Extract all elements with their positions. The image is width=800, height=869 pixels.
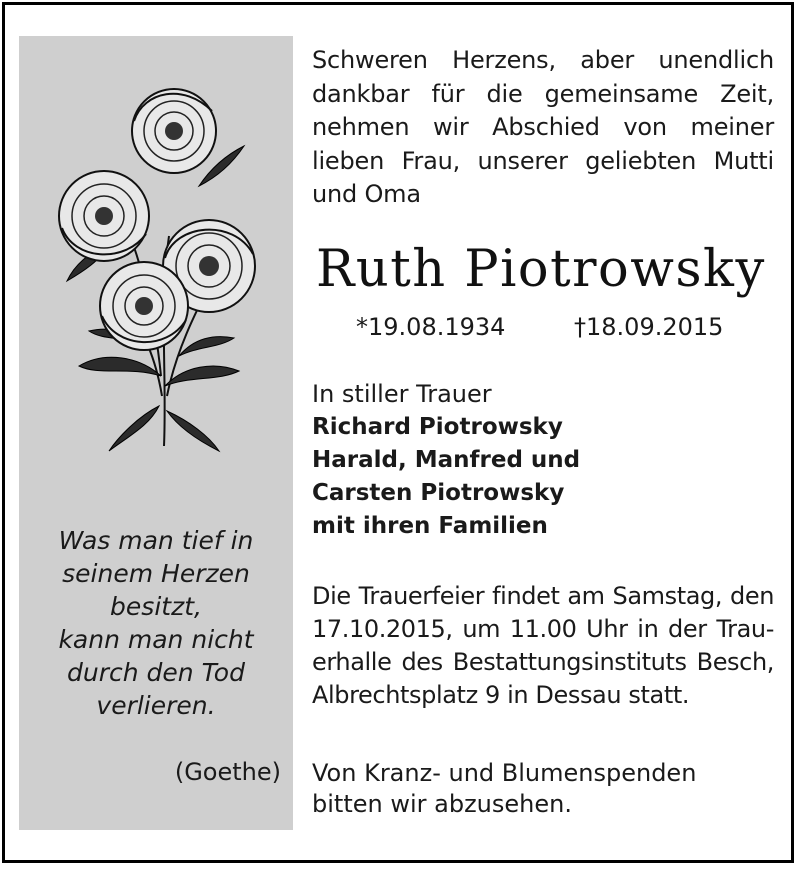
quote-line: besitzt, (110, 592, 202, 621)
funeral-line: Die Trauerfeier findet am Samstag, den (312, 582, 774, 610)
quote-line: seinem Herzen (62, 559, 250, 588)
funeral-line: Albrechtsplatz 9 in Dessau statt. (312, 681, 690, 709)
quote-line: verlieren. (96, 691, 216, 720)
leaf-4 (167, 411, 219, 451)
mourners-block (312, 378, 774, 543)
leaf-6 (179, 337, 234, 356)
flowers-line: Von Kranz- und Blumenspenden (312, 759, 697, 787)
intro-line: dankbar für die gemeinsame Zeit, (312, 79, 774, 108)
intro-line: nehmen wir Abschied von meiner (312, 113, 774, 141)
flowers-line: bitten wir abzusehen. (312, 790, 572, 818)
deceased-name: Ruth Piotrowsky (316, 240, 766, 299)
leaf-3 (109, 406, 159, 451)
roses-illustration (49, 76, 259, 456)
mourner-name: mit ihren Familien (312, 513, 548, 539)
quote-line: durch den Tod (67, 658, 245, 687)
intro-paragraph (312, 44, 774, 212)
intro-line: lieben Frau, unserer geliebten Mutti (312, 146, 774, 175)
sidebar-panel (19, 36, 293, 830)
rose-left (59, 171, 149, 261)
funeral-line: erhalle des Bestattungsinstituts Besch, (312, 648, 774, 676)
mourner-name: Richard Piotrowsky (312, 414, 563, 440)
rose-top (132, 89, 216, 173)
rose-bottom (100, 262, 188, 350)
death-date: †18.09.2015 (574, 313, 724, 341)
funeral-notice (312, 580, 774, 712)
intro-line: und Oma (312, 180, 421, 208)
mourner-name: Carsten Piotrowsky (312, 480, 565, 506)
quote-author: (Goethe) (174, 758, 281, 786)
mourners-heading: In stiller Trauer (312, 380, 492, 408)
leaf-1 (79, 357, 161, 376)
quote-line: kann man nicht (58, 625, 254, 654)
quote-line: Was man tief in (58, 526, 254, 555)
intro-line: Schweren Herzens, aber unendlich (312, 46, 774, 74)
mourner-name: Harald, Manfred und (312, 447, 581, 473)
flowers-notice (312, 758, 774, 820)
birth-date: *19.08.1934 (356, 313, 506, 341)
leaf-2 (165, 366, 239, 386)
funeral-line: 17.10.2015, um 11.00 Uhr in der Trau- (312, 615, 774, 643)
goethe-quote (19, 524, 293, 722)
